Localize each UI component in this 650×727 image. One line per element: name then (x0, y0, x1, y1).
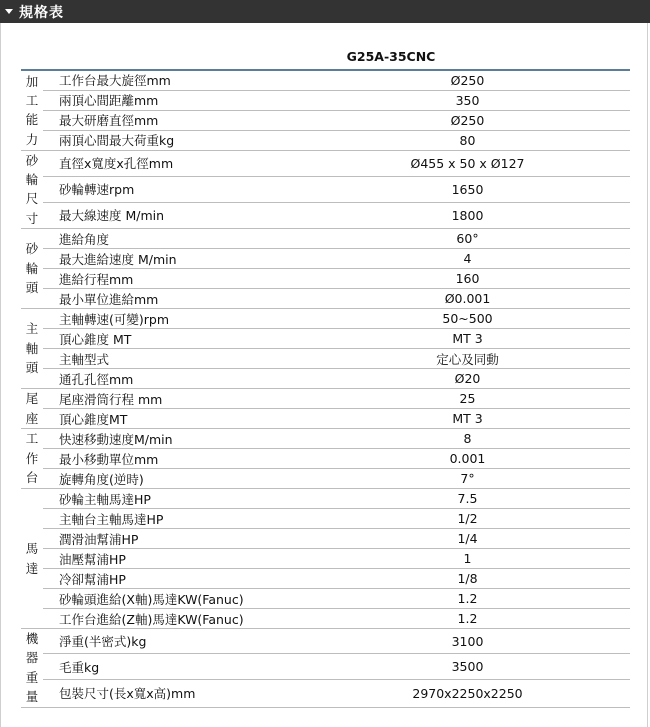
spec-value: Ø20 (305, 369, 630, 389)
spec-value: 7.5 (305, 489, 630, 509)
spec-label: 最小單位進給mm (43, 289, 305, 309)
spec-label: 最大進給速度 M/min (43, 249, 305, 269)
spec-value: 1800 (305, 202, 630, 228)
spec-label: 主軸轉速(可變)rpm (43, 309, 305, 329)
section-header[interactable] (0, 0, 650, 23)
spec-row (21, 249, 630, 269)
category-label: 機 器 重 量 (21, 629, 43, 708)
spec-value: Ø0.001 (305, 289, 630, 309)
spec-label: 頂心錐度 MT (43, 329, 305, 349)
spec-row (21, 529, 630, 549)
category-label: 砂 輪 頭 (21, 229, 43, 309)
spec-value: MT 3 (305, 409, 630, 429)
spec-value: 1/4 (305, 529, 630, 549)
spec-label: 通孔孔徑mm (43, 369, 305, 389)
category-label: 砂 輪 尺 寸 (21, 150, 43, 229)
spec-label: 砂輪主軸馬達HP (43, 489, 305, 509)
spec-label: 冷卻幫浦HP (43, 569, 305, 589)
spec-label: 最小移動單位mm (43, 449, 305, 469)
spec-value: 1/8 (305, 569, 630, 589)
spec-value: 7° (305, 469, 630, 489)
spec-label: 直徑x寬度x孔徑mm (43, 150, 305, 176)
category-label: 工 作 台 (21, 429, 43, 489)
spec-value: 1/2 (305, 509, 630, 529)
spec-value: 1650 (305, 176, 630, 202)
spec-label: 尾座滑筒行程 mm (43, 389, 305, 409)
spec-row (21, 429, 630, 449)
section-title: 規格表 (19, 4, 64, 21)
spec-value: 3100 (305, 629, 630, 654)
spec-row (21, 549, 630, 569)
spec-row (21, 449, 630, 469)
spec-row (21, 389, 630, 409)
spec-row (21, 654, 630, 679)
category-label: 主 軸 頭 (21, 309, 43, 389)
spec-row (21, 90, 630, 110)
spec-value: 定心及同動 (305, 349, 630, 369)
spec-label: 砂輪頭進給(X軸)馬達KW(Fanuc) (43, 589, 305, 609)
spec-value: Ø250 (305, 110, 630, 130)
spec-label: 主軸型式 (43, 349, 305, 369)
spec-row (21, 489, 630, 509)
spec-label: 工作台最大旋徑mm (43, 70, 305, 90)
spec-row (21, 289, 630, 309)
spec-value: 1.2 (305, 609, 630, 629)
spec-value: MT 3 (305, 329, 630, 349)
spec-value: 350 (305, 90, 630, 110)
spec-row (21, 176, 630, 202)
table-header-row (21, 43, 630, 70)
spec-label: 毛重kg (43, 654, 305, 679)
category-label: 加 工 能 力 (21, 70, 43, 150)
spec-label: 進給角度 (43, 229, 305, 249)
spec-value: Ø250 (305, 70, 630, 90)
spec-row (21, 70, 630, 90)
spec-label: 最大研磨直徑mm (43, 110, 305, 130)
spec-row (21, 469, 630, 489)
spec-value: 25 (305, 389, 630, 409)
spec-label: 進給行程mm (43, 269, 305, 289)
spec-label: 快速移動速度M/min (43, 429, 305, 449)
spec-row (21, 569, 630, 589)
spec-row (21, 589, 630, 609)
spec-value: 0.001 (305, 449, 630, 469)
spec-value: 80 (305, 130, 630, 150)
spec-label: 包裝尺寸(長x寬x高)mm (43, 679, 305, 707)
spec-row (21, 609, 630, 629)
triangle-down-icon (5, 9, 13, 14)
spec-row (21, 269, 630, 289)
spec-table-body (21, 70, 630, 707)
spec-label: 潤滑油幫浦HP (43, 529, 305, 549)
spec-label: 旋轉角度(逆時) (43, 469, 305, 489)
spec-label: 頂心錐度MT (43, 409, 305, 429)
spec-row (21, 229, 630, 249)
spec-value: 2970x2250x2250 (305, 679, 630, 707)
spec-row (21, 130, 630, 150)
spec-value: 3500 (305, 654, 630, 679)
spec-row (21, 329, 630, 349)
spec-row (21, 369, 630, 389)
spec-label: 油壓幫浦HP (43, 549, 305, 569)
spec-label: 工作台進給(Z軸)馬達KW(Fanuc) (43, 609, 305, 629)
spec-row (21, 349, 630, 369)
spec-row (21, 202, 630, 228)
spec-label: 最大線速度 M/min (43, 202, 305, 228)
category-label: 馬 達 (21, 489, 43, 629)
spec-value: 8 (305, 429, 630, 449)
spec-value: 160 (305, 269, 630, 289)
spec-row (21, 679, 630, 707)
spec-row (21, 309, 630, 329)
spec-table (21, 43, 630, 708)
spec-row (21, 409, 630, 429)
spec-value: 1 (305, 549, 630, 569)
spec-label: 主軸台主軸馬達HP (43, 509, 305, 529)
spec-value: 4 (305, 249, 630, 269)
spec-value: 60° (305, 229, 630, 249)
model-name: G25A-35CNC (21, 43, 630, 70)
spec-row (21, 629, 630, 654)
spec-value: Ø455 x 50 x Ø127 (305, 150, 630, 176)
spec-label: 兩頂心間距離mm (43, 90, 305, 110)
spec-row (21, 509, 630, 529)
spec-row (21, 110, 630, 130)
category-label: 尾 座 (21, 389, 43, 429)
spec-label: 淨重(半密式)kg (43, 629, 305, 654)
spec-value: 50~500 (305, 309, 630, 329)
spec-row (21, 150, 630, 176)
spec-panel (0, 23, 648, 727)
spec-value: 1.2 (305, 589, 630, 609)
spec-label: 兩頂心間最大荷重kg (43, 130, 305, 150)
spec-label: 砂輪轉速rpm (43, 176, 305, 202)
